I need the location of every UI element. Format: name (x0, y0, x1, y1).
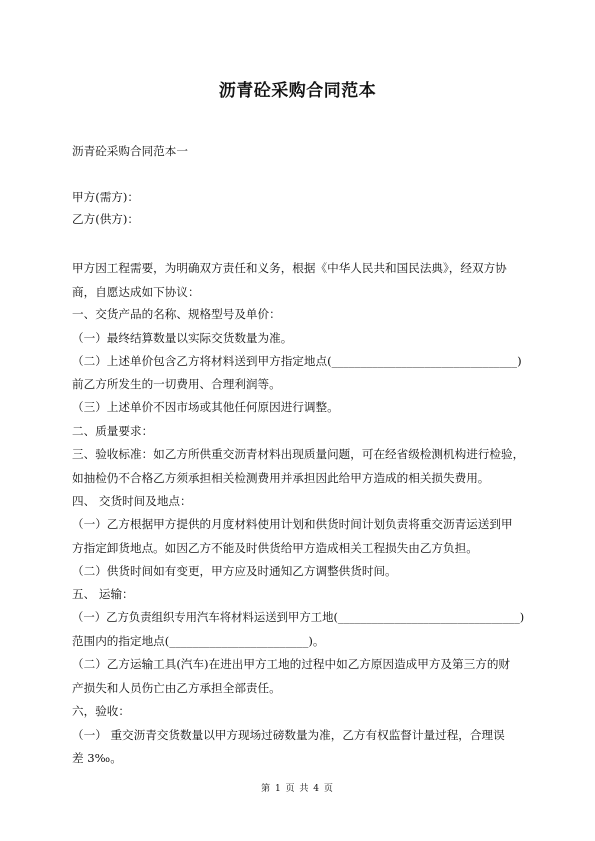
paragraph-line: 范围内的指定地点(________________________)。 (72, 634, 325, 648)
paragraph-line: 产损失和人员伤亡由乙方承担全部责任。 (72, 681, 281, 695)
subtitle: 沥青砼采购合同范本一 (72, 144, 188, 158)
section-heading: 二、质量要求： (72, 424, 154, 438)
paragraph-line: （一）乙方负责组织专用汽车将材料运送到甲方工地(________________________________) (72, 610, 525, 624)
party-a-label: 甲方(需方)： (72, 190, 140, 204)
page-footer: 第 1 页 共 4 页 (261, 784, 334, 794)
paragraph-line: 甲方因工程需要，为明确双方责任和义务，根据《中华人民共和国民法典》，经双方协 (72, 261, 507, 275)
party-b-label: 乙方(供方)： (72, 212, 140, 226)
paragraph-line: 三、验收标准：如乙方所供重交沥青材料出现质量问题，可在经省级检测机构进行检验， (72, 447, 525, 461)
paragraph-line: （一） 重交沥青交货数量以甲方现场过磅数量为准，乙方有权监督计量过程，合理误 (72, 728, 505, 742)
section-heading: 五、 运输： (72, 587, 134, 601)
paragraph-line: （二）乙方运输工具(汽车)在进出甲方工地的过程中如乙方原因造成甲方及第三方的财 (72, 657, 511, 671)
paragraph-line: （一）最终结算数量以实际交货数量为准。 (72, 331, 293, 345)
document-title: 沥青砼采购合同范本 (218, 81, 377, 101)
paragraph-line: 差 3‰。 (72, 751, 122, 765)
paragraph-line: 前乙方所发生的一切费用、合理利润等。 (72, 377, 281, 391)
section-heading: 一、交货产品的名称、规格型号及单价： (72, 307, 281, 321)
paragraph-line: 商，自愿达成如下协议： (72, 285, 200, 299)
paragraph-line: （三）上述单价不因市场或其他任何原因进行调整。 (72, 400, 339, 414)
paragraph-line: （二）上述单价包含乙方将材料送到甲方指定地点(________________________________) (72, 354, 522, 368)
section-heading: 四、 交货时间及地点： (72, 494, 192, 508)
paragraph-line: （二）供货时间如有变更，甲方应及时通知乙方调整供货时间。 (72, 564, 397, 578)
paragraph-line: 方指定卸货地点。如因乙方不能及时供货给甲方造成相关工程损失由乙方负担。 (72, 541, 478, 555)
paragraph-line: （一）乙方根据甲方提供的月度材料使用计划和供货时间计划负责将重交沥青运送到甲 (72, 517, 513, 531)
paragraph-line: 如抽检仍不合格乙方须承担相关检测费用并承担因此给甲方造成的相关损失费用。 (72, 471, 490, 485)
section-heading: 六，验收： (72, 704, 130, 718)
